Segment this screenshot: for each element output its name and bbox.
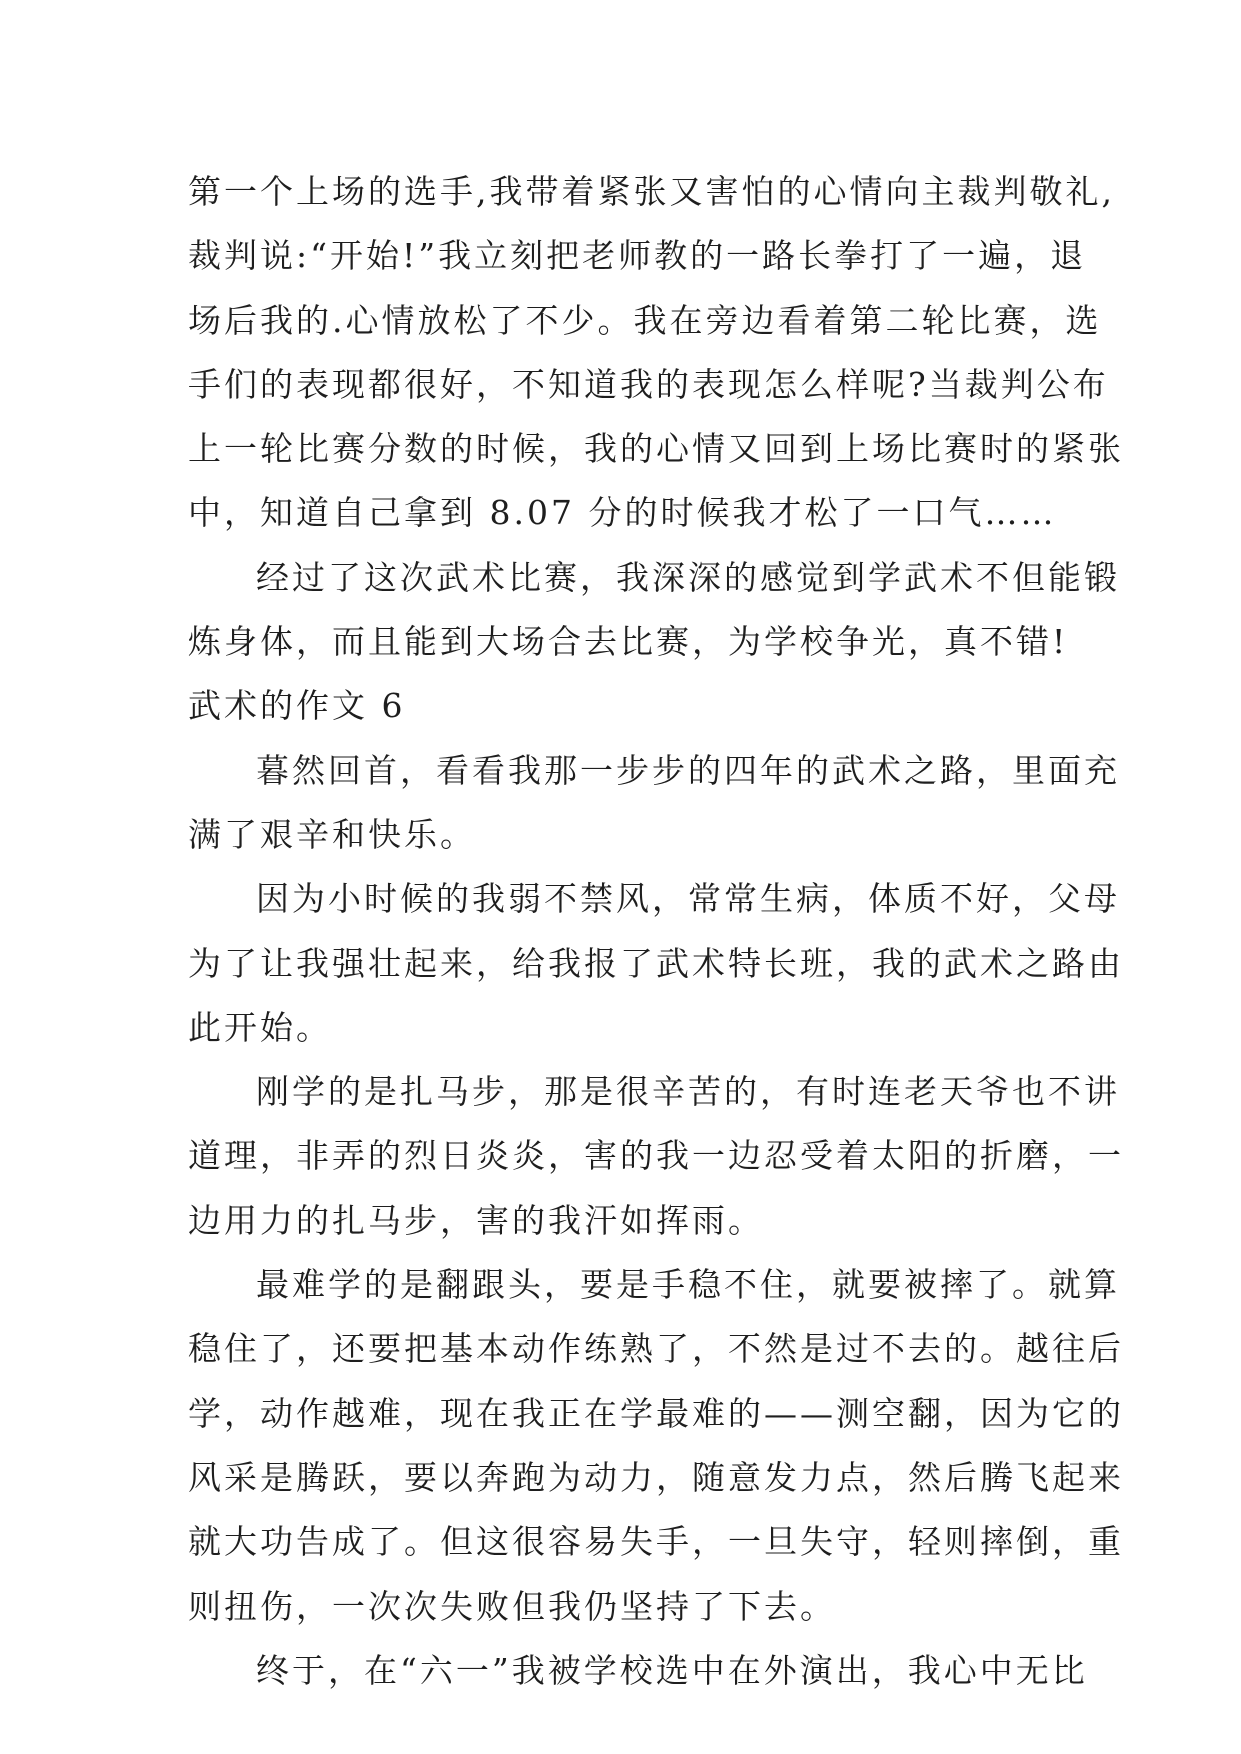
- text-line: 上一轮比赛分数的时候，我的心情又回到上场比赛时的紧张: [188, 429, 1124, 469]
- text-line: 为了让我强壮起来，给我报了武术特长班，我的武术之路由: [188, 943, 1124, 983]
- text-line: 手们的表现都很好，不知道我的表现怎么样呢?当裁判公布: [188, 364, 1109, 404]
- text-line: 就大功告成了。但这很容易失手，一旦失守，轻则摔倒，重: [188, 1522, 1124, 1562]
- text-line: 裁判说:“开始!”我立刻把老师教的一路长拳打了一遍，退: [188, 236, 1087, 276]
- text-line: 边用力的扎马步，害的我汗如挥雨。: [188, 1200, 764, 1240]
- text-line: 稳住了，还要把基本动作练熟了，不然是过不去的。越往后: [188, 1329, 1124, 1369]
- text-line: 场后我的.心情放松了不少。我在旁边看着第二轮比赛，选: [188, 300, 1102, 340]
- paragraph-first-line: 经过了这次武术比赛，我深深的感觉到学武术不但能锻: [256, 557, 1120, 597]
- text-line: 满了艰辛和快乐。: [188, 814, 476, 854]
- paragraph-first-line: 暮然回首，看看我那一步步的四年的武术之路，里面充: [256, 750, 1120, 790]
- document-body: [188, 160, 1124, 1703]
- text-line: 武术的作文 6: [188, 686, 406, 726]
- paragraph-first-line: 因为小时候的我弱不禁风，常常生病，体质不好，父母: [256, 879, 1120, 919]
- paragraph-first-line: 刚学的是扎马步，那是很辛苦的，有时连老天爷也不讲: [256, 1072, 1120, 1112]
- text-line: 道理，非弄的烈日炎炎，害的我一边忍受着太阳的折磨，一: [188, 1136, 1124, 1176]
- text-line: 此开始。: [188, 1007, 332, 1047]
- text-line: 则扭伤，一次次失败但我仍坚持了下去。: [188, 1586, 836, 1626]
- text-line: 第一个上场的选手,我带着紧张又害怕的心情向主裁判敬礼,: [188, 172, 1115, 211]
- paragraph-first-line: 最难学的是翻跟头，要是手稳不住，就要被摔了。就算: [256, 1265, 1120, 1305]
- text-line: 风采是腾跃，要以奔跑为动力，随意发力点，然后腾飞起来: [188, 1457, 1124, 1497]
- text-line: 中，知道自己拿到 8.07 分的时候我才松了一口气……: [188, 493, 1057, 533]
- paragraph-first-line: 终于，在“六一”我被学校选中在外演出，我心中无比: [256, 1650, 1088, 1690]
- text-line: 炼身体，而且能到大场合去比赛，为学校争光，真不错!: [188, 622, 1069, 662]
- text-line: 学，动作越难，现在我正在学最难的——测空翻，因为它的: [188, 1393, 1124, 1433]
